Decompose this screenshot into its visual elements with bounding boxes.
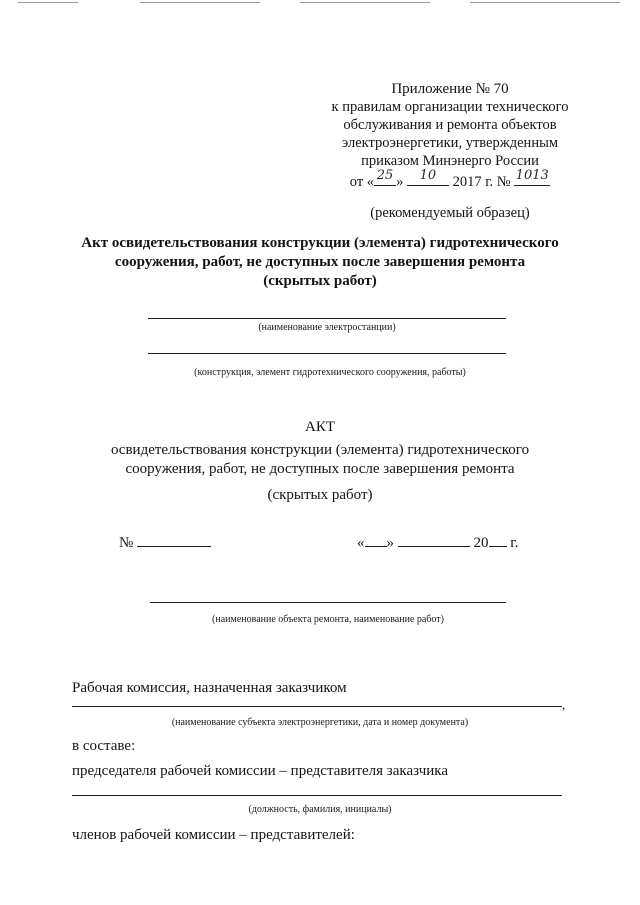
date-day-handwritten: 25 xyxy=(376,168,394,183)
act-year-prefix: 20 xyxy=(473,535,489,551)
date-mid: » xyxy=(396,174,404,190)
act-date-day-field xyxy=(365,532,387,547)
commission-composition: в составе: xyxy=(72,738,136,754)
appendix-block xyxy=(300,80,600,222)
date-prefix: от « xyxy=(349,174,375,190)
act-year-field xyxy=(489,532,507,547)
date-month-handwritten: 10 xyxy=(419,168,437,183)
object-name-caption: (наименование объекта ремонта, наименование работ) xyxy=(212,614,444,625)
date-day-field xyxy=(374,168,396,186)
act-number-label: № xyxy=(119,535,134,551)
commission-chairman: председателя рабочей комиссии – представителя заказчика xyxy=(72,763,449,779)
document-heading xyxy=(40,234,600,291)
object-name-line xyxy=(150,602,506,603)
act-date-month-field xyxy=(398,532,470,547)
subject-name-line xyxy=(72,706,562,707)
chairman-position-caption: (должность, фамилия, инициалы) xyxy=(248,804,392,815)
appendix-rules-line: обслуживания и ремонта объектов xyxy=(343,117,557,133)
date-year: 2017 г. № xyxy=(452,174,511,190)
scan-mark xyxy=(300,2,430,3)
scan-mark xyxy=(470,2,620,3)
scan-mark xyxy=(18,2,78,3)
act-number-row xyxy=(119,532,211,553)
date-month-field xyxy=(407,168,449,186)
commission-appointed: Рабочая комиссия, назначенная заказчиком xyxy=(72,680,347,696)
act-year-suffix: г. xyxy=(510,535,519,551)
act-number-field xyxy=(137,532,211,547)
appendix-rules-line: электроэнергетики, утвержденным xyxy=(342,135,558,151)
station-name-line xyxy=(148,318,506,319)
subject-trailing-comma: , xyxy=(562,697,566,712)
act-subtitle-line: освидетельствования конструкции (элемента) гидротехнического xyxy=(110,442,530,458)
heading-line: Акт освидетельствования конструкции (элемента) гидротехнического xyxy=(81,235,559,251)
recommended-sample: (рекомендуемый образец) xyxy=(370,205,530,221)
act-date-row xyxy=(357,532,518,553)
construction-line xyxy=(148,353,506,354)
act-date-open: « xyxy=(357,535,365,551)
appendix-order-line: приказом Минэнерго России xyxy=(361,153,539,169)
appendix-rules-line: к правилам организации технического xyxy=(331,99,569,115)
heading-line: (скрытых работ) xyxy=(263,273,377,289)
order-number-handwritten: 1013 xyxy=(515,168,549,183)
construction-caption: (конструкция, элемент гидротехнического сооружения, работы) xyxy=(194,367,466,378)
chairman-position-line xyxy=(72,795,562,796)
act-subtitle-line: (скрытых работ) xyxy=(267,487,373,503)
commission-members: членов рабочей комиссии – представителей: xyxy=(72,827,355,843)
appendix-number: Приложение № 70 xyxy=(391,81,509,97)
act-subtitle-line: сооружения, работ, не доступных после завершения ремонта xyxy=(125,461,515,477)
act-title: АКТ xyxy=(305,419,335,435)
act-date-close: » xyxy=(386,535,394,551)
heading-line: сооружения, работ, не доступных после завершения ремонта xyxy=(114,254,526,270)
scan-mark xyxy=(140,2,260,3)
order-number-field xyxy=(514,168,550,186)
appendix-date-line xyxy=(300,168,600,191)
subject-name-caption: (наименование субъекта электроэнергетики, дата и номер документа) xyxy=(171,717,469,728)
station-name-caption: (наименование электростанции) xyxy=(258,322,396,333)
